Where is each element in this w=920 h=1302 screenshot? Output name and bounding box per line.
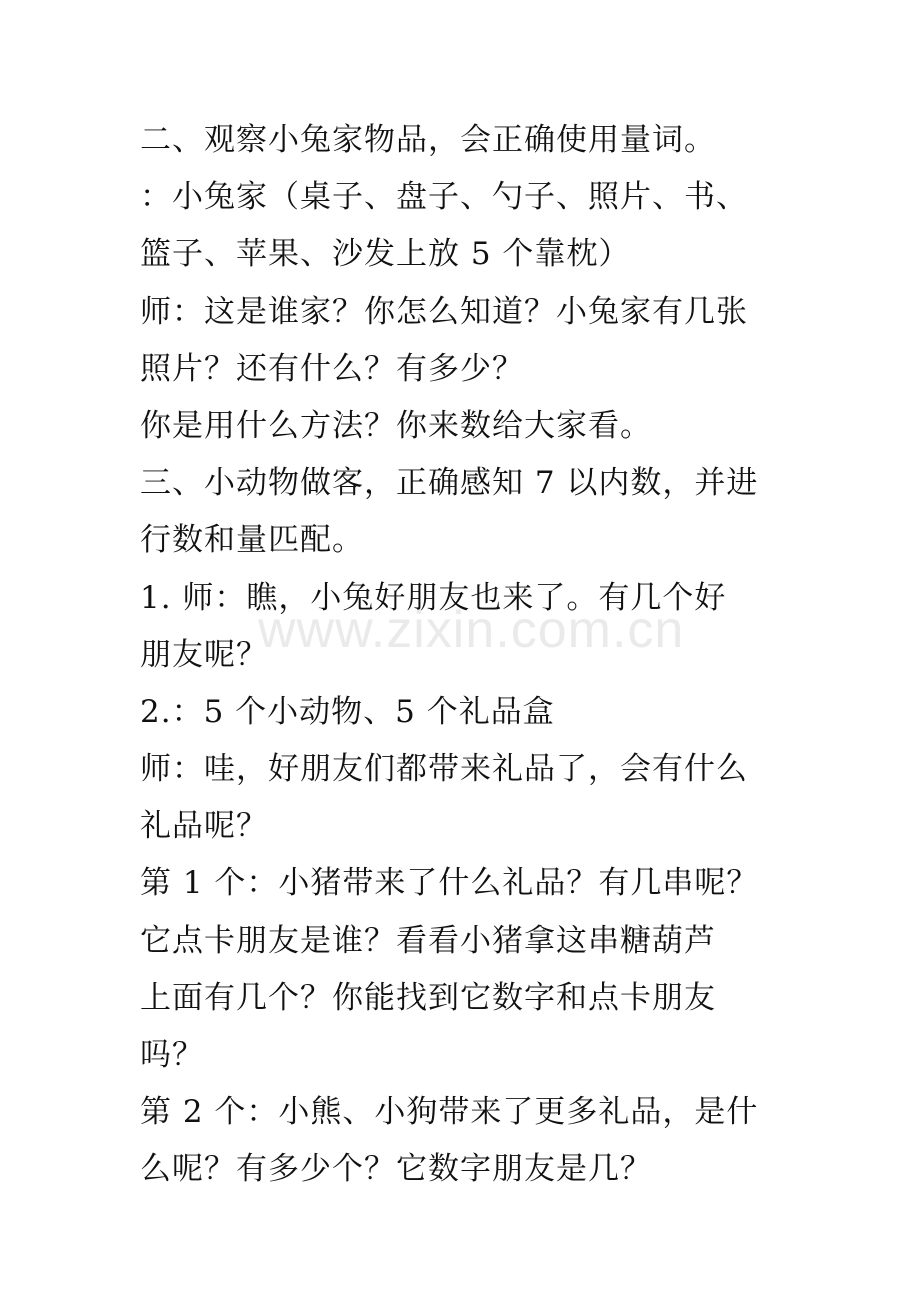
text-line: 三、小动物做客，正确感知 7 以内数，并进: [140, 465, 759, 502]
text-line: 么呢？有多少个？它数字朋友是几？: [140, 1151, 652, 1188]
text-line: 第 2 个：小熊、小狗带来了更多礼品，是什: [140, 1094, 759, 1131]
text-line: 2.：5 个小动物、5 个礼品盒: [140, 693, 555, 730]
text-line: 它点卡朋友是谁？看看小猪拿这串糖葫芦: [140, 922, 716, 959]
text-line: 1. 师：瞧，小兔好朋友也来了。有几个好: [140, 579, 727, 616]
text-line: 你是用什么方法？你来数给大家看。: [140, 407, 652, 444]
watermark: www.zixin.com.cn: [258, 601, 685, 659]
text-line: 师：这是谁家？你怎么知道？小兔家有几张: [140, 293, 748, 330]
text-line: 行数和量匹配。: [140, 522, 364, 559]
text-line: 礼品呢？: [140, 808, 268, 845]
text-line: 篮子、苹果、沙发上放 5 个靠枕）: [140, 236, 631, 273]
text-line: 朋友呢？: [140, 636, 268, 673]
text-line: 照片？还有什么？有多少？: [140, 350, 524, 387]
text-line: 吗？: [140, 1037, 204, 1073]
text-line: 上面有几个？你能找到它数字和点卡朋友: [140, 979, 716, 1016]
text-line: 二、观察小兔家物品，会正确使用量词。: [140, 122, 716, 158]
text-line: 第 1 个：小猪带来了什么礼品？有几串呢？: [140, 865, 759, 902]
document-body: [140, 112, 840, 1199]
text-line: ：小兔家（桌子、盘子、勺子、照片、书、: [140, 179, 748, 216]
text-line: 师：哇，好朋友们都带来礼品了，会有什么: [140, 751, 748, 788]
